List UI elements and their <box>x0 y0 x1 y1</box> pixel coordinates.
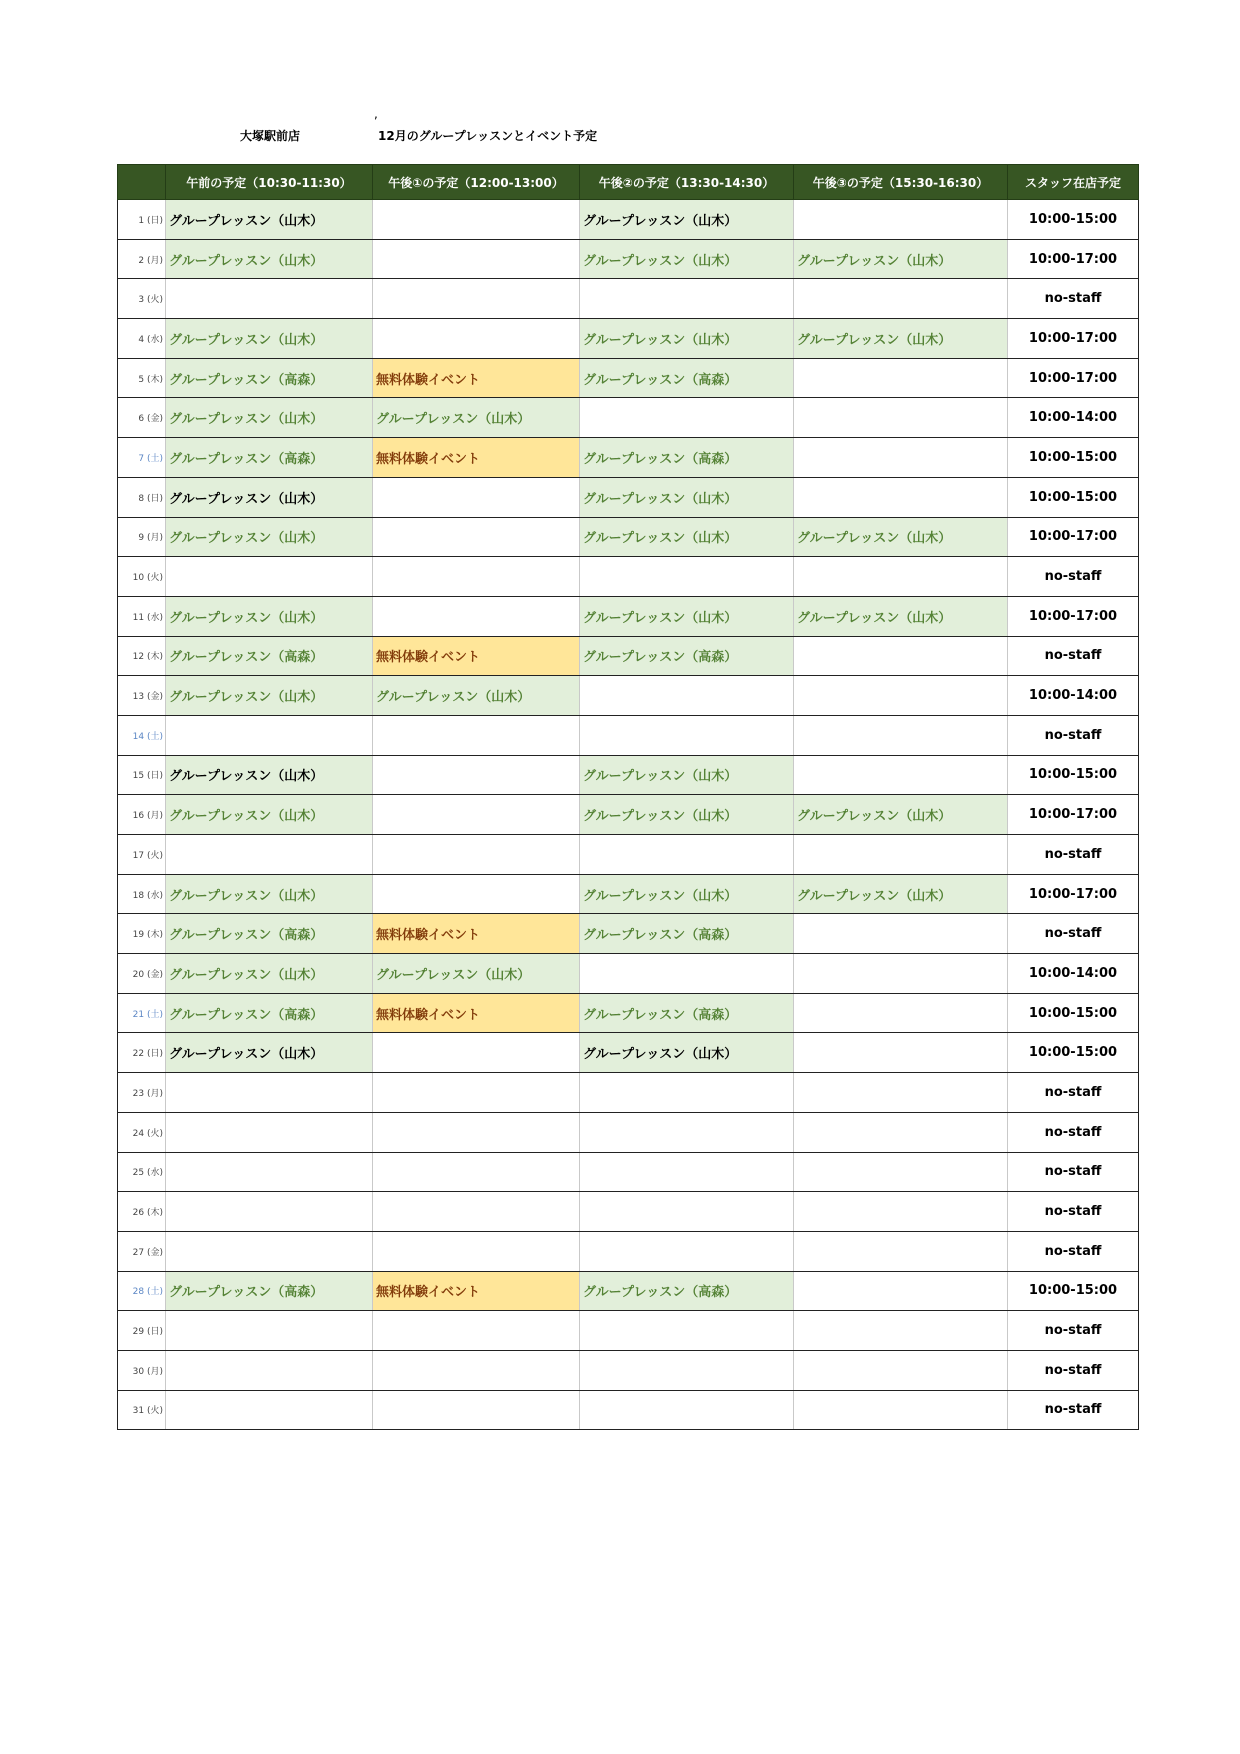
afternoon1-slot <box>373 715 580 755</box>
afternoon1-slot <box>373 835 580 875</box>
morning-slot <box>166 715 373 755</box>
afternoon1-column-header: 午後①の予定（12:00-13:00） <box>373 165 580 200</box>
afternoon2-slot <box>580 715 794 755</box>
header-row <box>118 165 1139 200</box>
afternoon3-slot <box>794 279 1008 319</box>
table-row <box>118 200 1139 240</box>
afternoon1-slot <box>373 319 580 359</box>
afternoon1-slot: グループレッスン（山木） <box>373 398 580 438</box>
afternoon1-slot <box>373 1112 580 1152</box>
morning-slot <box>166 557 373 597</box>
day-cell: 25 (水) <box>118 1152 166 1192</box>
afternoon3-slot <box>794 1192 1008 1232</box>
staff-cell: no-staff <box>1008 636 1139 676</box>
afternoon3-slot: グループレッスン（山木） <box>794 596 1008 636</box>
morning-slot: グループレッスン（高森） <box>166 438 373 478</box>
table-row <box>118 279 1139 319</box>
morning-slot <box>166 1231 373 1271</box>
afternoon2-slot <box>580 1192 794 1232</box>
afternoon3-slot <box>794 1033 1008 1073</box>
staff-cell: no-staff <box>1008 279 1139 319</box>
afternoon3-slot <box>794 358 1008 398</box>
morning-slot <box>166 1152 373 1192</box>
morning-slot: グループレッスン（山木） <box>166 319 373 359</box>
afternoon3-slot <box>794 636 1008 676</box>
staff-cell: no-staff <box>1008 914 1139 954</box>
table-row <box>118 596 1139 636</box>
day-cell: 1 (日) <box>118 200 166 240</box>
table-row <box>118 517 1139 557</box>
day-cell: 24 (火) <box>118 1112 166 1152</box>
afternoon3-slot <box>794 477 1008 517</box>
afternoon3-slot <box>794 438 1008 478</box>
table-row <box>118 1152 1139 1192</box>
morning-column-header: 午前の予定（10:30-11:30） <box>166 165 373 200</box>
afternoon2-slot: グループレッスン（高森） <box>580 636 794 676</box>
table-row <box>118 993 1139 1033</box>
day-cell: 9 (月) <box>118 517 166 557</box>
morning-slot: グループレッスン（山木） <box>166 1033 373 1073</box>
staff-cell: no-staff <box>1008 1390 1139 1430</box>
schedule-table <box>117 164 1139 1430</box>
morning-slot <box>166 1350 373 1390</box>
afternoon3-slot <box>794 954 1008 994</box>
day-cell: 10 (火) <box>118 557 166 597</box>
afternoon1-slot: グループレッスン（山木） <box>373 676 580 716</box>
morning-slot <box>166 1192 373 1232</box>
afternoon1-slot <box>373 477 580 517</box>
afternoon2-slot <box>580 557 794 597</box>
afternoon3-slot <box>794 715 1008 755</box>
afternoon3-slot: グループレッスン（山木） <box>794 239 1008 279</box>
staff-cell: 10:00-17:00 <box>1008 596 1139 636</box>
afternoon2-slot <box>580 835 794 875</box>
afternoon1-slot <box>373 517 580 557</box>
afternoon3-slot <box>794 1350 1008 1390</box>
staff-cell: 10:00-15:00 <box>1008 438 1139 478</box>
afternoon1-slot <box>373 1350 580 1390</box>
morning-slot: グループレッスン（高森） <box>166 636 373 676</box>
staff-cell: 10:00-15:00 <box>1008 1271 1139 1311</box>
afternoon3-slot <box>794 398 1008 438</box>
day-cell: 27 (金) <box>118 1231 166 1271</box>
table-row <box>118 914 1139 954</box>
staff-cell: 10:00-15:00 <box>1008 1033 1139 1073</box>
staff-cell: no-staff <box>1008 1311 1139 1351</box>
afternoon2-slot <box>580 676 794 716</box>
staff-cell: no-staff <box>1008 557 1139 597</box>
table-row <box>118 398 1139 438</box>
afternoon1-slot <box>373 1152 580 1192</box>
table-row <box>118 755 1139 795</box>
day-column-header <box>118 165 166 200</box>
afternoon2-slot: グループレッスン（山木） <box>580 874 794 914</box>
table-row <box>118 795 1139 835</box>
afternoon2-slot: グループレッスン（山木） <box>580 596 794 636</box>
day-cell: 31 (火) <box>118 1390 166 1430</box>
day-cell: 14 (土) <box>118 715 166 755</box>
table-row <box>118 676 1139 716</box>
morning-slot: グループレッスン（山木） <box>166 596 373 636</box>
day-cell: 2 (月) <box>118 239 166 279</box>
staff-cell: 10:00-15:00 <box>1008 993 1139 1033</box>
table-row <box>118 358 1139 398</box>
staff-cell: 10:00-15:00 <box>1008 200 1139 240</box>
day-cell: 6 (金) <box>118 398 166 438</box>
morning-slot: グループレッスン（高森） <box>166 993 373 1033</box>
morning-slot: グループレッスン（山木） <box>166 477 373 517</box>
table-row <box>118 557 1139 597</box>
table-row <box>118 1390 1139 1430</box>
day-cell: 29 (日) <box>118 1311 166 1351</box>
staff-cell: 10:00-15:00 <box>1008 477 1139 517</box>
afternoon3-slot: グループレッスン（山木） <box>794 517 1008 557</box>
staff-cell: no-staff <box>1008 1073 1139 1113</box>
morning-slot <box>166 1311 373 1351</box>
morning-slot: グループレッスン（山木） <box>166 874 373 914</box>
afternoon2-slot: グループレッスン（高森） <box>580 993 794 1033</box>
afternoon1-slot <box>373 1390 580 1430</box>
afternoon2-slot: グループレッスン（高森） <box>580 914 794 954</box>
day-cell: 5 (木) <box>118 358 166 398</box>
afternoon2-slot: グループレッスン（高森） <box>580 1271 794 1311</box>
staff-cell: 10:00-17:00 <box>1008 319 1139 359</box>
afternoon3-slot <box>794 1112 1008 1152</box>
table-row <box>118 715 1139 755</box>
afternoon3-slot <box>794 755 1008 795</box>
staff-cell: 10:00-14:00 <box>1008 676 1139 716</box>
afternoon1-slot: 無料体験イベント <box>373 438 580 478</box>
table-row <box>118 1192 1139 1232</box>
afternoon3-slot <box>794 1311 1008 1351</box>
afternoon2-slot: グループレッスン（山木） <box>580 239 794 279</box>
afternoon2-slot <box>580 1073 794 1113</box>
morning-slot <box>166 835 373 875</box>
table-row <box>118 1271 1139 1311</box>
afternoon3-slot <box>794 914 1008 954</box>
afternoon2-slot: グループレッスン（高森） <box>580 358 794 398</box>
afternoon3-slot <box>794 1390 1008 1430</box>
stray-mark: , <box>374 107 378 121</box>
table-row <box>118 835 1139 875</box>
table-row <box>118 954 1139 994</box>
staff-cell: 10:00-17:00 <box>1008 874 1139 914</box>
afternoon2-slot: グループレッスン（高森） <box>580 438 794 478</box>
day-cell: 30 (月) <box>118 1350 166 1390</box>
afternoon1-slot: 無料体験イベント <box>373 1271 580 1311</box>
staff-cell: no-staff <box>1008 1350 1139 1390</box>
afternoon3-column-header: 午後③の予定（15:30-16:30） <box>794 165 1008 200</box>
table-row <box>118 1033 1139 1073</box>
afternoon2-slot: グループレッスン（山木） <box>580 755 794 795</box>
table-row <box>118 874 1139 914</box>
afternoon2-slot: グループレッスン（山木） <box>580 200 794 240</box>
afternoon1-slot <box>373 1073 580 1113</box>
afternoon2-column-header: 午後②の予定（13:30-14:30） <box>580 165 794 200</box>
staff-cell: no-staff <box>1008 1231 1139 1271</box>
afternoon3-slot <box>794 200 1008 240</box>
afternoon1-slot <box>373 1192 580 1232</box>
store-name: 大塚駅前店 <box>240 129 301 143</box>
morning-slot: グループレッスン（山木） <box>166 755 373 795</box>
afternoon1-slot <box>373 874 580 914</box>
afternoon3-slot <box>794 1073 1008 1113</box>
day-cell: 7 (土) <box>118 438 166 478</box>
morning-slot: グループレッスン（高森） <box>166 1271 373 1311</box>
afternoon1-slot <box>373 795 580 835</box>
afternoon2-slot <box>580 279 794 319</box>
day-cell: 18 (水) <box>118 874 166 914</box>
table-row <box>118 438 1139 478</box>
page-title: 12月のグループレッスンとイベント予定 <box>378 129 598 143</box>
afternoon2-slot <box>580 1350 794 1390</box>
staff-cell: 10:00-17:00 <box>1008 517 1139 557</box>
day-cell: 13 (金) <box>118 676 166 716</box>
staff-cell: 10:00-17:00 <box>1008 358 1139 398</box>
afternoon1-slot: 無料体験イベント <box>373 914 580 954</box>
afternoon2-slot: グループレッスン（山木） <box>580 477 794 517</box>
afternoon2-slot: グループレッスン（山木） <box>580 795 794 835</box>
day-cell: 21 (土) <box>118 993 166 1033</box>
morning-slot: グループレッスン（山木） <box>166 200 373 240</box>
morning-slot <box>166 279 373 319</box>
table-row <box>118 1112 1139 1152</box>
afternoon3-slot: グループレッスン（山木） <box>794 319 1008 359</box>
day-cell: 17 (火) <box>118 835 166 875</box>
staff-cell: no-staff <box>1008 1152 1139 1192</box>
staff-cell: no-staff <box>1008 1192 1139 1232</box>
staff-cell: 10:00-17:00 <box>1008 795 1139 835</box>
afternoon1-slot <box>373 1311 580 1351</box>
afternoon3-slot <box>794 993 1008 1033</box>
afternoon2-slot: グループレッスン（山木） <box>580 1033 794 1073</box>
day-cell: 23 (月) <box>118 1073 166 1113</box>
afternoon3-slot <box>794 1271 1008 1311</box>
staff-cell: no-staff <box>1008 1112 1139 1152</box>
schedule-body <box>118 200 1139 1430</box>
afternoon1-slot <box>373 200 580 240</box>
morning-slot: グループレッスン（山木） <box>166 517 373 557</box>
afternoon1-slot <box>373 1231 580 1271</box>
afternoon1-slot: グループレッスン（山木） <box>373 954 580 994</box>
afternoon1-slot <box>373 557 580 597</box>
day-cell: 12 (木) <box>118 636 166 676</box>
staff-cell: no-staff <box>1008 715 1139 755</box>
day-cell: 11 (水) <box>118 596 166 636</box>
morning-slot: グループレッスン（山木） <box>166 398 373 438</box>
afternoon2-slot <box>580 398 794 438</box>
table-row <box>118 1350 1139 1390</box>
afternoon1-slot <box>373 1033 580 1073</box>
afternoon3-slot <box>794 1231 1008 1271</box>
table-row <box>118 1073 1139 1113</box>
staff-cell: 10:00-14:00 <box>1008 954 1139 994</box>
staff-cell: 10:00-14:00 <box>1008 398 1139 438</box>
staff-cell: no-staff <box>1008 835 1139 875</box>
day-cell: 22 (日) <box>118 1033 166 1073</box>
afternoon1-slot: 無料体験イベント <box>373 358 580 398</box>
afternoon3-slot <box>794 676 1008 716</box>
morning-slot: グループレッスン（高森） <box>166 914 373 954</box>
afternoon2-slot <box>580 1390 794 1430</box>
staff-cell: 10:00-17:00 <box>1008 239 1139 279</box>
morning-slot: グループレッスン（山木） <box>166 954 373 994</box>
table-row <box>118 636 1139 676</box>
day-cell: 19 (木) <box>118 914 166 954</box>
afternoon1-slot: 無料体験イベント <box>373 993 580 1033</box>
day-cell: 16 (月) <box>118 795 166 835</box>
morning-slot <box>166 1073 373 1113</box>
afternoon1-slot <box>373 279 580 319</box>
afternoon3-slot: グループレッスン（山木） <box>794 795 1008 835</box>
day-cell: 3 (火) <box>118 279 166 319</box>
staff-cell: 10:00-15:00 <box>1008 755 1139 795</box>
afternoon1-slot <box>373 239 580 279</box>
afternoon1-slot <box>373 755 580 795</box>
afternoon2-slot <box>580 1311 794 1351</box>
afternoon2-slot: グループレッスン（山木） <box>580 517 794 557</box>
morning-slot: グループレッスン（高森） <box>166 358 373 398</box>
afternoon3-slot: グループレッスン（山木） <box>794 874 1008 914</box>
afternoon1-slot: 無料体験イベント <box>373 636 580 676</box>
afternoon2-slot <box>580 954 794 994</box>
afternoon2-slot: グループレッスン（山木） <box>580 319 794 359</box>
table-row <box>118 319 1139 359</box>
morning-slot: グループレッスン（山木） <box>166 676 373 716</box>
day-cell: 15 (日) <box>118 755 166 795</box>
staff-column-header: スタッフ在店予定 <box>1008 165 1139 200</box>
afternoon2-slot <box>580 1112 794 1152</box>
morning-slot <box>166 1112 373 1152</box>
afternoon2-slot <box>580 1152 794 1192</box>
morning-slot <box>166 1390 373 1430</box>
day-cell: 8 (日) <box>118 477 166 517</box>
afternoon3-slot <box>794 1152 1008 1192</box>
morning-slot: グループレッスン（山木） <box>166 239 373 279</box>
morning-slot: グループレッスン（山木） <box>166 795 373 835</box>
table-row <box>118 1311 1139 1351</box>
afternoon3-slot <box>794 557 1008 597</box>
afternoon3-slot <box>794 835 1008 875</box>
day-cell: 28 (土) <box>118 1271 166 1311</box>
table-row <box>118 1231 1139 1271</box>
afternoon1-slot <box>373 596 580 636</box>
afternoon2-slot <box>580 1231 794 1271</box>
table-row <box>118 477 1139 517</box>
day-cell: 4 (水) <box>118 319 166 359</box>
day-cell: 20 (金) <box>118 954 166 994</box>
day-cell: 26 (木) <box>118 1192 166 1232</box>
table-row <box>118 239 1139 279</box>
